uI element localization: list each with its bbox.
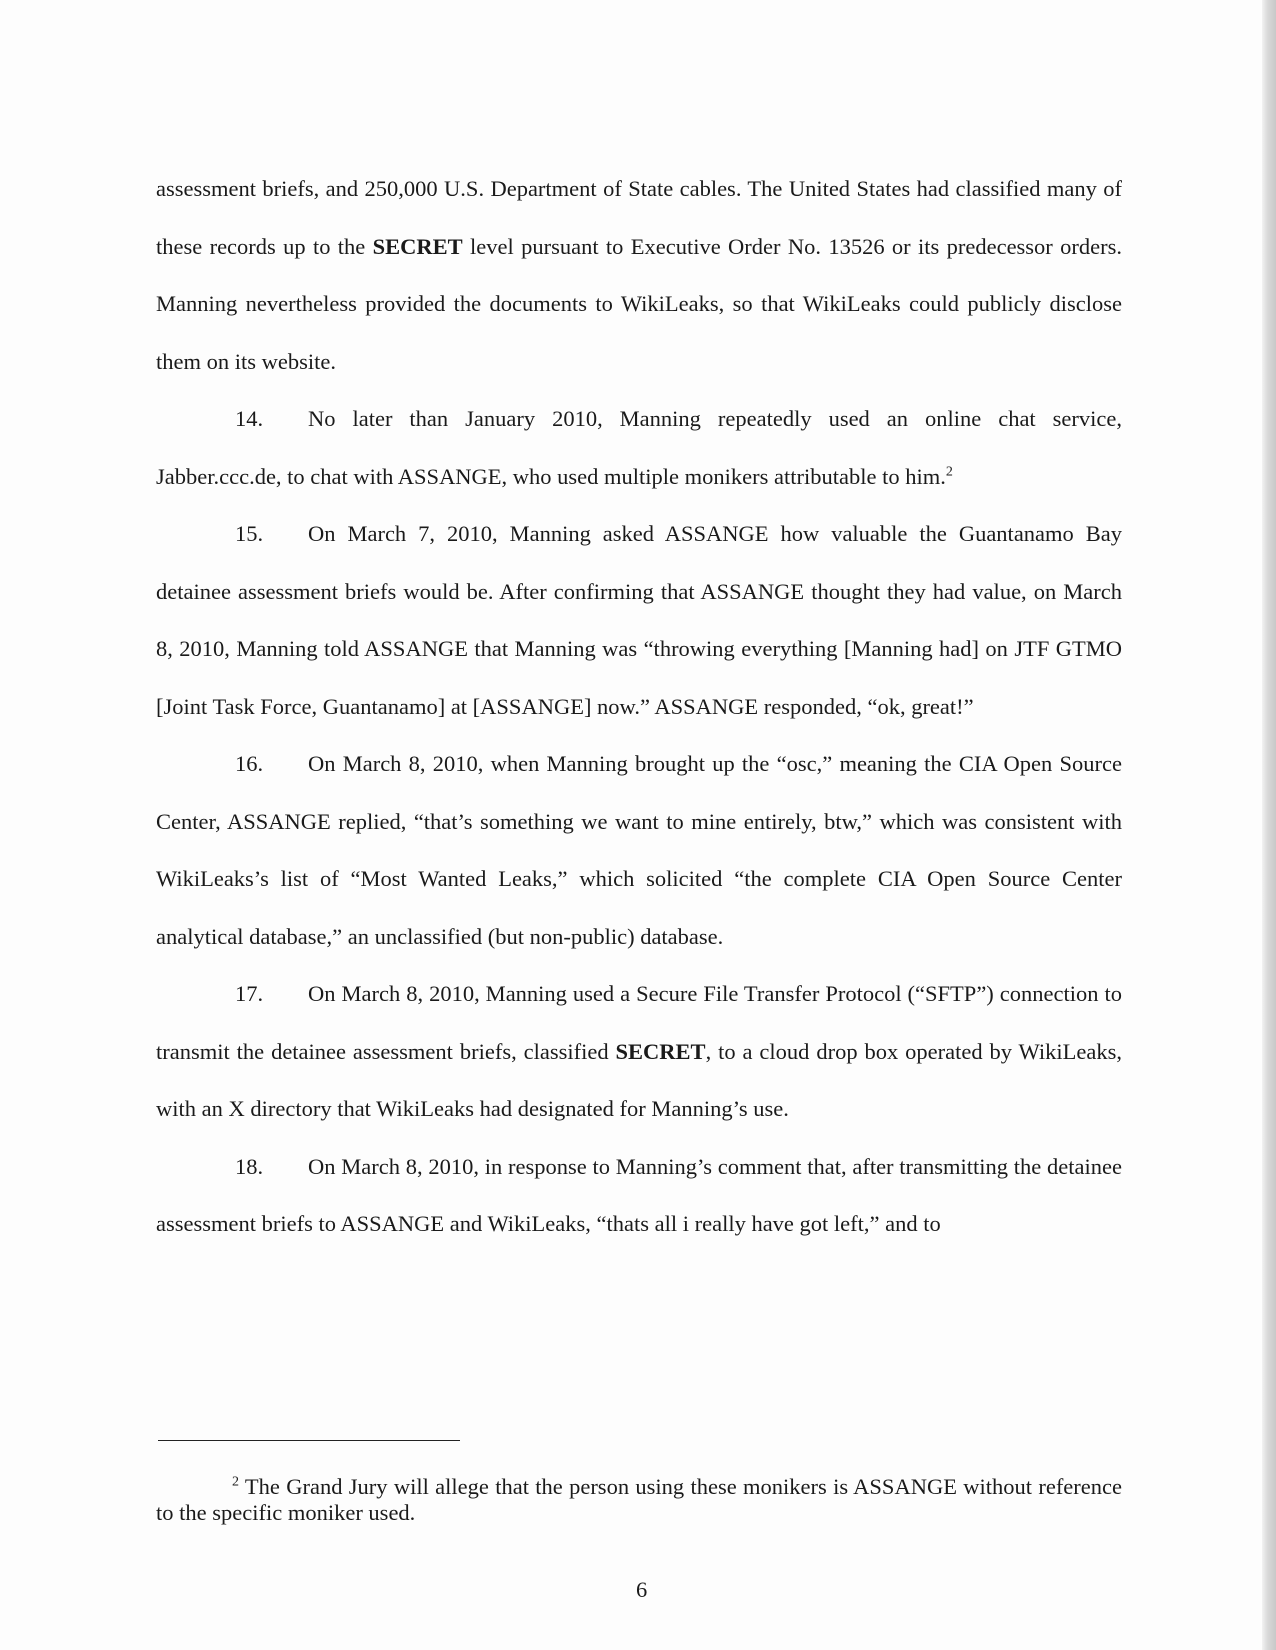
- lead-paragraph: [156, 160, 1122, 390]
- paragraph-number: 17.: [235, 981, 264, 1006]
- paragraph-16: [156, 735, 1122, 965]
- footnote-divider: [158, 1440, 460, 1441]
- footnote-marker: 2: [232, 1474, 239, 1489]
- paragraph-text: On March 8, 2010, in response to Manning’s comment that, after transmitting the detainee assessment briefs to ASSANGE and WikiLeaks, “thats all i really have got left,” and to: [156, 1153, 1122, 1236]
- paragraph-15: [156, 505, 1122, 735]
- lead-text-1: assessment briefs, and 250,000 U.S. Department of State cables. The United States had classified many of these records up to the: [156, 176, 1122, 259]
- paragraph-18: [156, 1138, 1122, 1253]
- footnote-reference: 2: [945, 464, 953, 479]
- scan-edge-shadow: [1262, 0, 1276, 1650]
- page-number: 6: [636, 1577, 648, 1602]
- classification-secret: SECRET: [372, 233, 463, 259]
- paragraph-14: [156, 390, 1122, 505]
- lead-text-2: level pursuant to Executive Order No. 13526 or its predecessor orders. Manning nevertheless provided the documents to WikiLeaks, so that WikiLeaks could publicly disclose them on its website.: [156, 233, 1122, 374]
- paragraph-text-1: On March 8, 2010, Manning used a Secure File Transfer Protocol (“SFTP”) connection to transmit the detainee assessment briefs, classified: [156, 981, 1122, 1064]
- paragraph-17: [156, 965, 1122, 1138]
- paragraph-text: On March 7, 2010, Manning asked ASSANGE how valuable the Guantanamo Bay detainee assessment briefs would be. After confirming that ASSANGE thought they had value, on March 8, 2010, Manning told ASSANGE that Manning was “throwing everything [Manning had] on JTF GTMO [Joint Task Force, Guantanamo] at [ASSANGE] now.” ASSANGE responded, “ok, great!”: [156, 521, 1122, 719]
- paragraph-number: 14.: [235, 406, 264, 431]
- classification-secret: SECRET: [615, 1038, 706, 1064]
- paragraph-text: On March 8, 2010, when Manning brought up the “osc,” meaning the CIA Open Source Center, ASSANGE replied, “that’s something we want to mine entirely, btw,” which was consistent with WikiLeaks’s list of “Most Wanted Leaks,” which solicited “the complete CIA Open Source Center analytical database,” an unclassified (but non-public) database.: [156, 751, 1122, 949]
- paragraph-number: 15.: [235, 521, 264, 546]
- footnote-text: The Grand Jury will allege that the person using these monikers is ASSANGE without reference to the specific moniker used.: [156, 1473, 1122, 1525]
- paragraph-number: 18.: [235, 1153, 264, 1179]
- paragraph-text: No later than January 2010, Manning repeatedly used an online chat service, Jabber.ccc.de, to chat with ASSANGE, who used multiple monikers attributable to him.: [156, 406, 1122, 489]
- footnote: [156, 1474, 1122, 1526]
- body-text: [156, 160, 1122, 1253]
- paragraph-number: 16.: [235, 751, 264, 776]
- paragraph-text-2: , to a cloud drop box operated by WikiLeaks, with an X directory that WikiLeaks had designated for Manning’s use.: [156, 1038, 1122, 1121]
